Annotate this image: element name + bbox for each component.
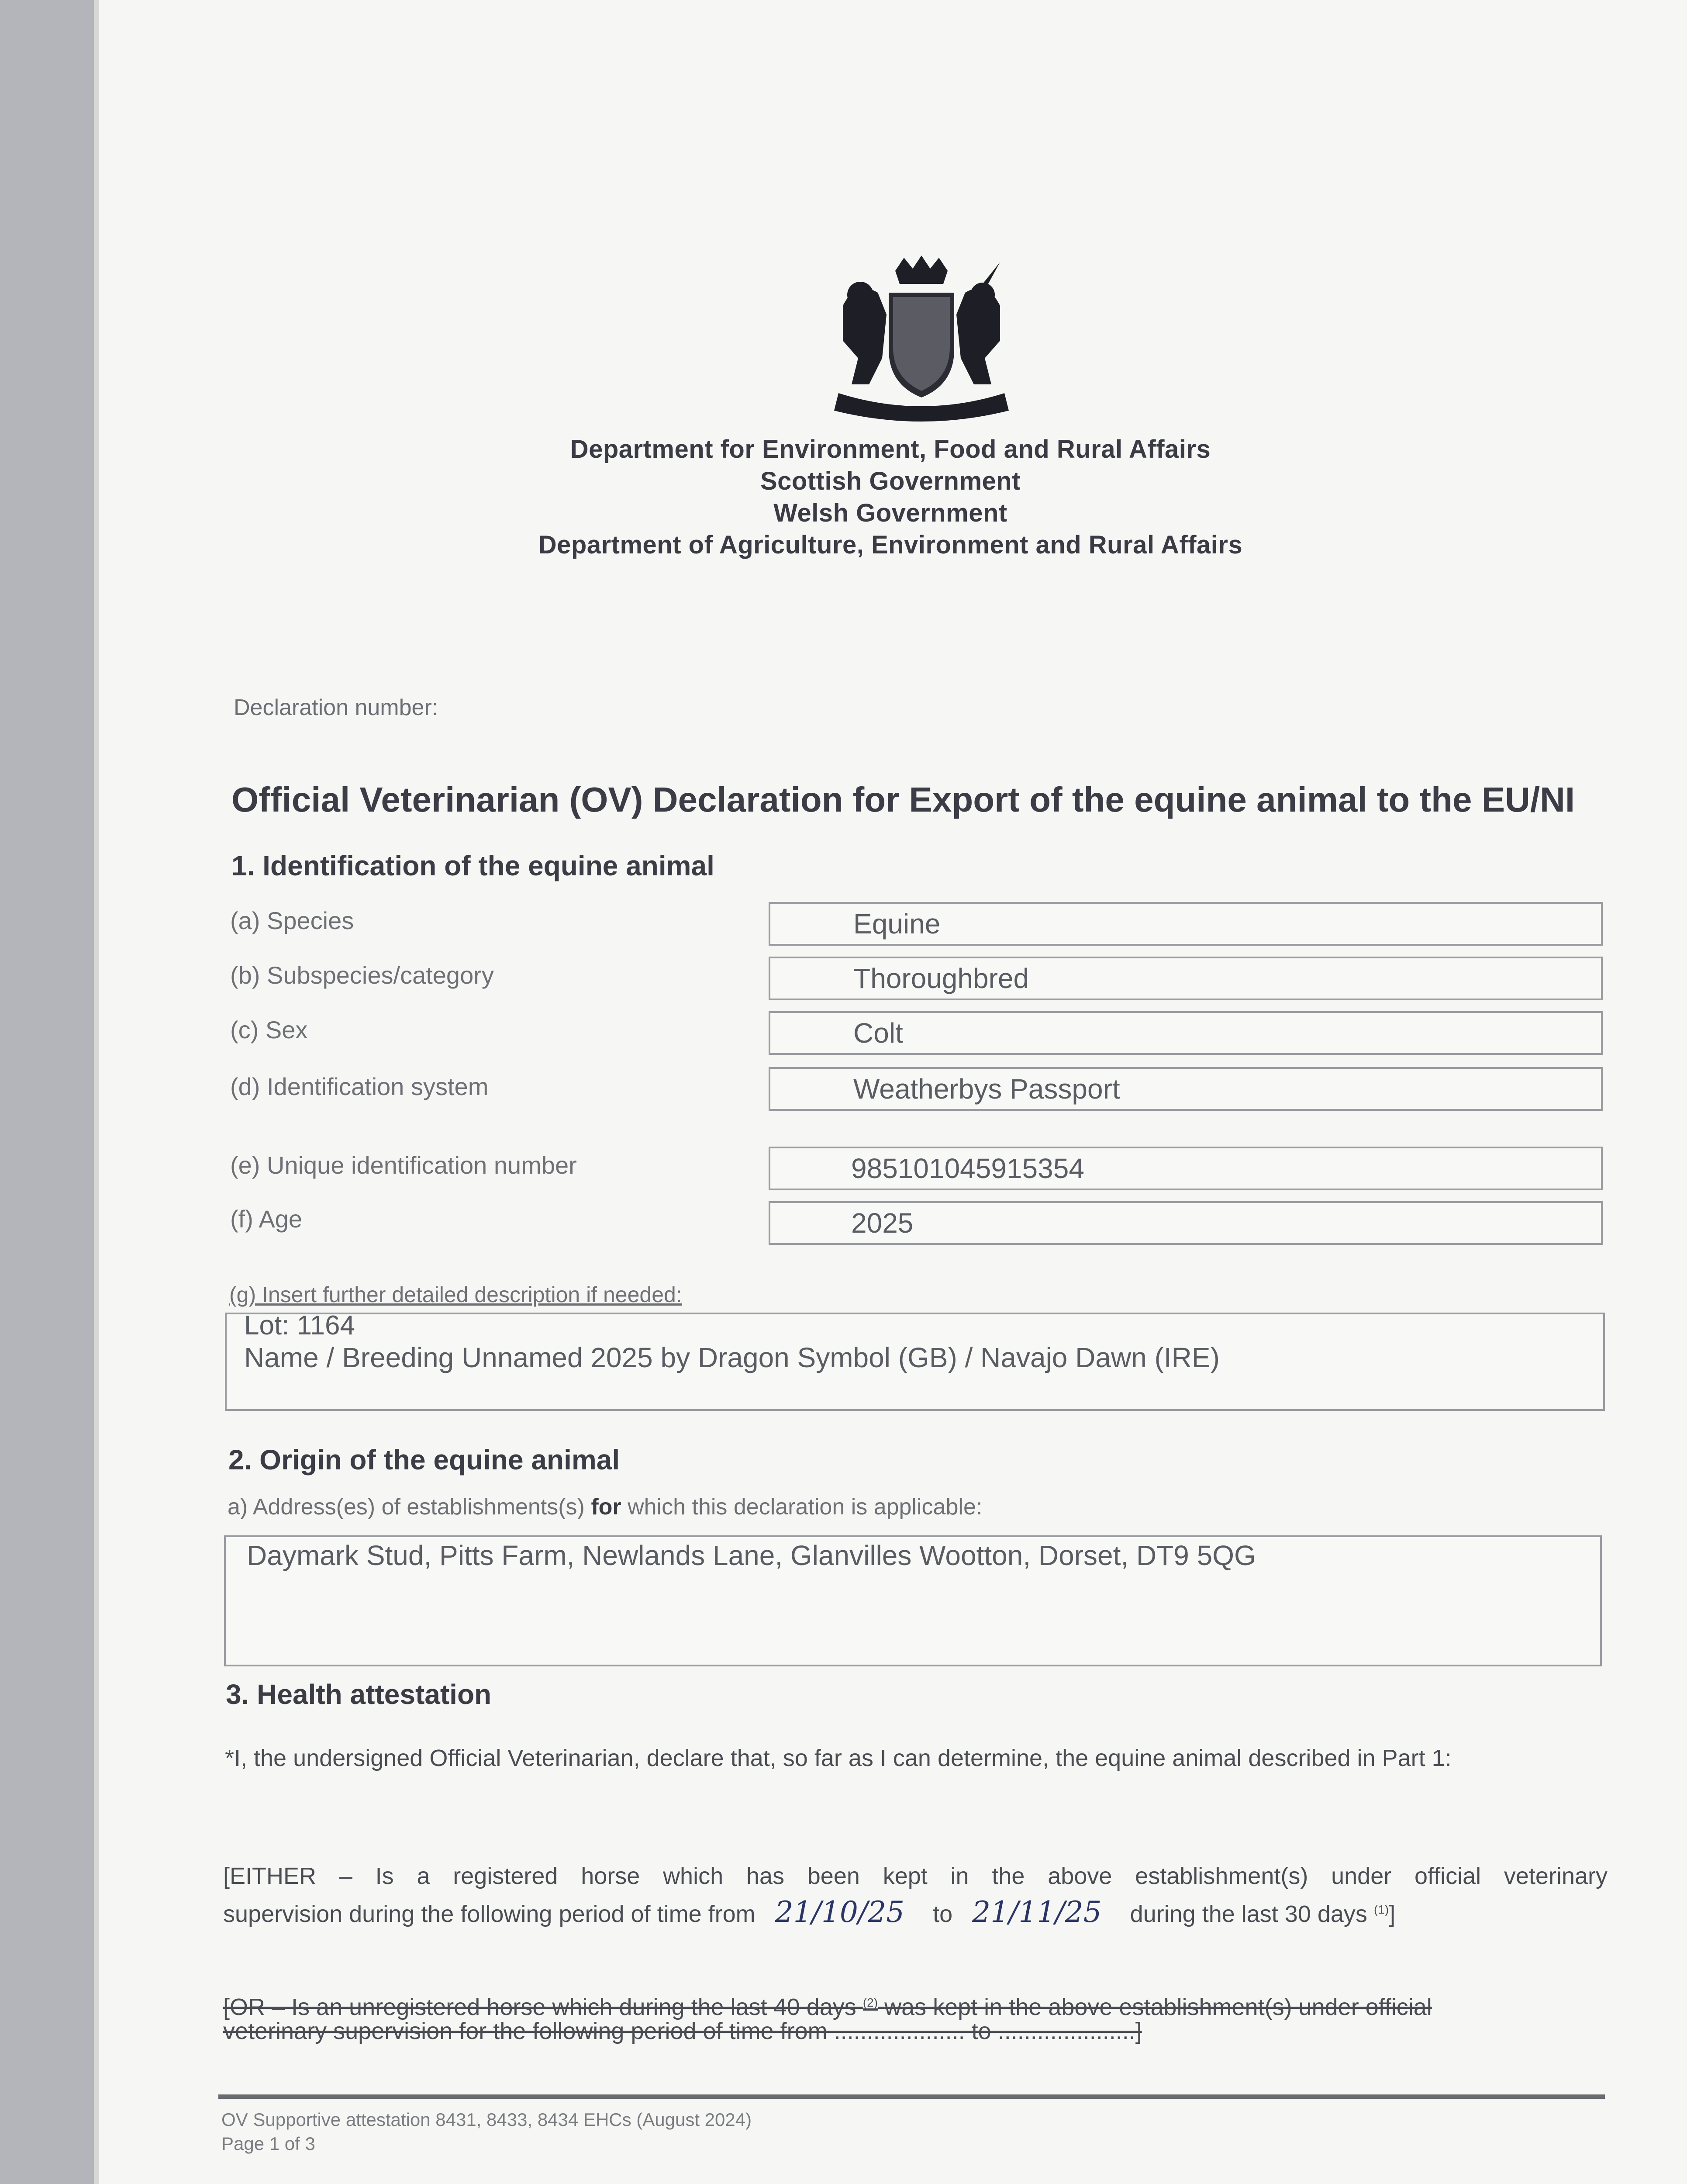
section-2-heading: 2. Origin of the equine animal [228,1444,620,1476]
species-field [769,902,1603,946]
establishment-address-value: Daymark Stud, Pitts Farm, Newlands Lane, Glanvilles Wootton, Dorset, DT9 5QG [247,1540,1256,1571]
footer-page-number: Page 1 of 3 [221,2133,315,2154]
identification-system-value: Weatherbys Passport [853,1073,1120,1105]
subspecies-category-value: Thoroughbred [853,963,1029,994]
or-clause-footnote-ref: (2) [862,1996,878,2009]
age-field [769,1201,1603,1245]
address-label-bold: for [591,1494,621,1520]
footer-form-reference: OV Supportive attestation 8431, 8433, 8434 EHCs (August 2024) [221,2109,752,2130]
either-clause-line-2 [223,1892,1608,1932]
sex-label: (c) Sex [230,1016,308,1044]
or-clause-line-2: veterinary supervision for the following period of time from .................... to .....................] [223,2018,1142,2044]
sex-value: Colt [853,1017,903,1049]
species-value: Equine [853,908,941,940]
department-name-daera: Department of Agriculture, Environment and Rural Affairs [538,531,1243,559]
further-description-field [225,1310,1605,1411]
species-label: (a) Species [230,907,354,934]
footer-rule [218,2094,1605,2099]
section-3-heading: 3. Health attestation [226,1679,492,1710]
unique-identification-number-field [769,1147,1603,1190]
either-clause-period-end: during the last 30 days [1130,1901,1367,1927]
address-label-start: a) Address(es) of establishments(s) [228,1494,585,1520]
further-description-name-breeding: Name / Breeding Unnamed 2025 by Dragon Symbol (GB) / Navajo Dawn (IRE) [244,1342,1220,1373]
subspecies-category-field [769,957,1603,1000]
address-label [228,1494,982,1520]
subspecies-category-label: (b) Subspecies/category [230,961,494,989]
or-clause-start: [OR – Is an unregistered horse which during the last 40 days [223,1994,856,2020]
establishment-address-field [224,1535,1602,1666]
further-description-lot: Lot: 1164 [244,1310,355,1341]
age-label: (f) Age [230,1205,302,1233]
royal-coat-of-arms-emblem [817,253,1026,428]
or-clause-end: was kept in the above establishment(s) under official [884,1994,1432,2020]
either-clause-footnote-ref: (1) [1373,1903,1389,1916]
either-clause-line-1: [EITHER – Is a registered horse which has been kept in the above establishment(s) under official veterinary [223,1863,1608,1889]
either-clause-to: to [933,1901,953,1927]
document-page [94,0,1687,2184]
department-name-scottish-government: Scottish Government [760,467,1021,495]
document-title: Official Veterinarian (OV) Declaration for Export of the equine animal to the EU/NI [231,780,1575,819]
unique-identification-number-value: 985101045915354 [851,1153,1084,1184]
department-name-defra: Department for Environment, Food and Rural Affairs [570,435,1211,463]
declaration-number-label: Declaration number: [234,695,438,720]
either-clause-period-text: supervision during the following period of time from [223,1901,756,1927]
department-name-welsh-government: Welsh Government [773,499,1007,527]
sex-field [769,1011,1603,1055]
handwritten-date-to: 21/11/25 [972,1895,1102,1929]
section-1-heading: 1. Identification of the equine animal [231,850,714,881]
either-clause-close-bracket: ] [1389,1901,1396,1927]
further-description-label: (g) Insert further detailed description if needed: [229,1282,682,1307]
identification-system-label: (d) Identification system [230,1073,489,1100]
handwritten-date-from: 21/10/25 [775,1895,905,1929]
address-label-end: which this declaration is applicable: [628,1494,983,1520]
age-value: 2025 [851,1207,914,1239]
unique-identification-number-label: (e) Unique identification number [230,1151,577,1179]
identification-system-field [769,1067,1603,1111]
health-attestation-intro: *I, the undersigned Official Veterinarian, declare that, so far as I can determine, the equine animal described in Part 1: [225,1745,1452,1771]
